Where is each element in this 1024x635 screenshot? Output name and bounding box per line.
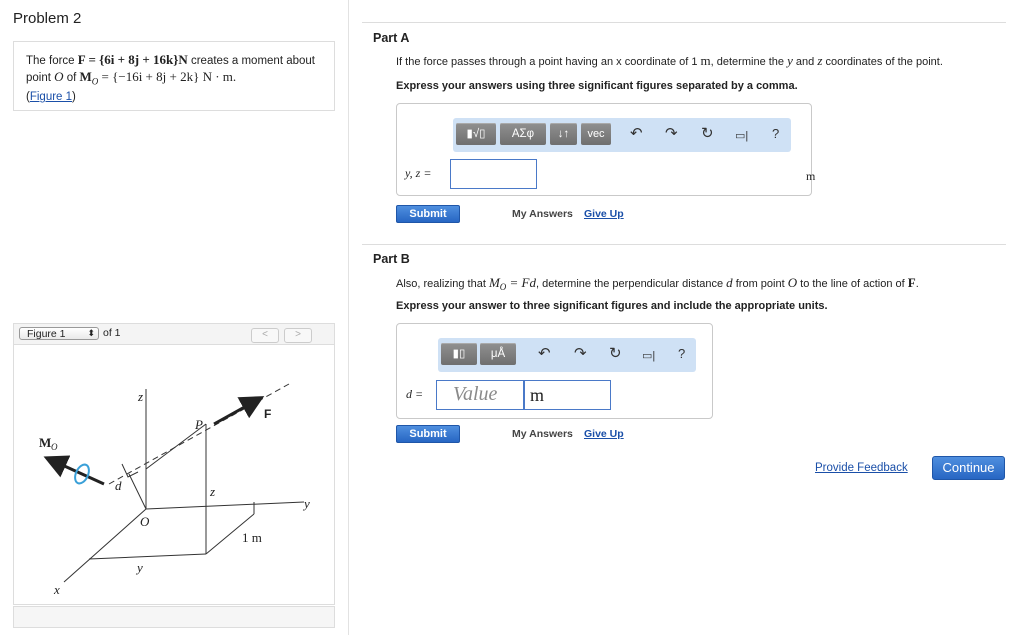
undo-icon[interactable]: ↶ (538, 345, 551, 362)
question-text: If the force passes through a point having an x coordinate of 1 (396, 56, 701, 68)
label-f: F (264, 407, 272, 421)
point-o: O (54, 69, 64, 84)
line-of-action (109, 384, 289, 484)
moment-symbol: M (79, 69, 92, 84)
x-axis (64, 509, 146, 582)
problem-text: creates a moment about point (26, 55, 315, 84)
question-text: and (792, 56, 818, 68)
question-text: from point (732, 278, 788, 290)
problem-statement: The force F = {6i + 8j + 16k}N creates a moment about point O of $M_O = \{-16i + 8j + 2k\} N \cdot m$. (Figure 1) (13, 41, 335, 111)
part-a-question (396, 54, 943, 69)
help-icon[interactable]: ? (772, 126, 780, 141)
part-a-label: y, z = (405, 166, 432, 180)
question-text: Also, realizing that (396, 278, 489, 290)
label-z-mid: z (210, 484, 216, 499)
figure-diagram (14, 344, 334, 604)
figure-panel (13, 323, 335, 605)
part-b-toolbar (438, 338, 696, 372)
part-b-my-answers[interactable]: My Answers (512, 428, 573, 440)
figure-prev-button[interactable]: < (251, 328, 279, 343)
force-arrow (214, 399, 259, 424)
divider (362, 22, 1006, 23)
reset-icon[interactable]: ↻ (609, 345, 622, 362)
figure-next-button[interactable]: > (284, 328, 312, 343)
label-d: d (115, 478, 122, 493)
part-a-submit-button[interactable]: Submit (396, 205, 460, 223)
keyboard-icon[interactable]: ▭| (642, 350, 656, 362)
label-z-top: z (138, 389, 144, 404)
part-b-value-input[interactable] (436, 380, 524, 410)
label-y-dim: y (137, 560, 143, 575)
part-a-unit: m (806, 169, 816, 183)
part-b-label-text: d = (406, 387, 424, 401)
unit-m: m (700, 53, 711, 68)
redo-icon[interactable]: ↷ (574, 345, 587, 362)
question-text: to the line of action of (797, 278, 908, 290)
question-text: coordinates of the point. (822, 56, 943, 68)
redo-icon[interactable]: ↷ (665, 125, 678, 142)
part-a-title: Part A (373, 31, 410, 45)
reset-icon[interactable]: ↻ (701, 125, 714, 142)
figure-link[interactable]: Figure 1 (29, 91, 73, 104)
unit-value: m (530, 385, 545, 405)
label-mo: M (39, 435, 52, 450)
part-b-give-up[interactable]: Give Up (584, 428, 624, 440)
label-mo-sub: O (51, 442, 58, 452)
left-panel (0, 0, 349, 635)
part-b-answer-box (396, 323, 713, 419)
problem-text: The force (26, 55, 78, 67)
figure-toolbar (14, 324, 334, 345)
label-y-axis: y (304, 496, 310, 511)
y-axis (146, 502, 304, 509)
value-placeholder: Value (453, 383, 498, 405)
part-b-question (396, 276, 919, 294)
label-1m: 1 m (242, 530, 262, 545)
help-icon[interactable]: ? (678, 346, 686, 361)
question-text: , determine the perpendicular distance (536, 278, 727, 290)
label-o: O (140, 514, 150, 529)
template-button[interactable]: ▮▯ (441, 343, 477, 365)
keyboard-icon[interactable]: ▭| (735, 130, 749, 142)
eq-rest: = Fd (506, 275, 536, 290)
part-a-input[interactable] (450, 159, 537, 189)
part-b-instruction: Express your answer to three significant figures and include the appropriate units. (396, 300, 828, 312)
units-button[interactable]: μÅ (480, 343, 516, 365)
continue-button[interactable]: Continue (932, 456, 1005, 480)
figure-count: of 1 (103, 327, 121, 339)
vec-button[interactable]: vec (581, 123, 611, 145)
var-z: z (817, 53, 823, 68)
var-y: y (787, 53, 793, 68)
part-b-label (406, 387, 423, 402)
figure-bottom-bar (13, 606, 335, 628)
part-a-my-answers[interactable]: My Answers (512, 208, 573, 220)
eq-sub: O (499, 282, 507, 293)
part-a-instruction: Express your answers using three significant figures separated by a comma. (396, 80, 798, 92)
question-text: . (915, 278, 919, 290)
moment-subscript: O (91, 76, 99, 87)
force-vector: F = {6i + 8j + 16k}N (77, 52, 188, 67)
problem-text: of (63, 72, 80, 84)
part-a-answer-box (396, 103, 816, 196)
eq-m: M (488, 275, 500, 290)
figure-select-label: Figure 1 (27, 328, 66, 340)
undo-icon[interactable]: ↶ (630, 125, 643, 142)
moment-value: = {−16i + 8j + 2k} N · m. (98, 69, 237, 84)
part-b-unit-input[interactable] (524, 380, 611, 410)
part-a-give-up[interactable]: Give Up (584, 208, 624, 220)
part-a-toolbar (453, 118, 791, 152)
select-arrows-icon: ⬍ (87, 328, 95, 338)
question-text: , determine the (710, 56, 788, 68)
arrows-button[interactable]: ↓↑ (550, 123, 577, 145)
label-p: P (195, 417, 203, 432)
figure-select[interactable] (19, 327, 99, 340)
problem-title: Problem 2 (13, 10, 82, 27)
template-button[interactable]: ▮√▯ (456, 123, 496, 145)
greek-button[interactable]: ΑΣφ (500, 123, 546, 145)
divider (362, 244, 1006, 245)
var-f: F (907, 275, 916, 290)
part-b-submit-button[interactable]: Submit (396, 425, 460, 443)
var-o: O (787, 275, 798, 290)
provide-feedback-link[interactable]: Provide Feedback (815, 462, 908, 474)
label-x: x (54, 582, 60, 597)
part-b-title: Part B (373, 252, 410, 266)
var-d: d (726, 275, 733, 290)
